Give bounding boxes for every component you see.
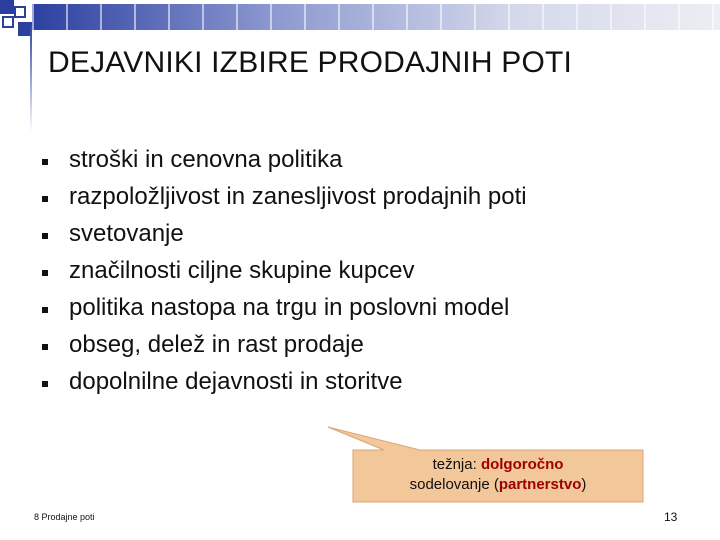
bullet-text: dopolnilne dejavnosti in storitve <box>69 368 403 395</box>
bullet-text: stroški in cenovna politika <box>69 146 343 173</box>
bullet-text: razpoložljivost in zanesljivost prodajnih poti <box>69 183 527 210</box>
bullet-text: svetovanje <box>69 220 184 247</box>
page-number: 13 <box>664 510 678 524</box>
callout-line-1: težnja: dolgoročno <box>432 456 564 473</box>
callout-text <box>354 455 642 495</box>
callout-line-2: sodelovanje (partnerstvo) <box>409 476 587 493</box>
footer-label: 8 Prodajne poti <box>34 512 95 522</box>
bullet-text: značilnosti ciljne skupine kupcev <box>69 257 415 284</box>
bullet-text: obseg, delež in rast prodaje <box>69 331 364 358</box>
callout-highlight: dolgoročno <box>480 456 564 473</box>
bullet-text: politika nastopa na trgu in poslovni model <box>69 294 510 321</box>
slide-title: DEJAVNIKI IZBIRE PRODAJNIH POTI <box>48 46 573 79</box>
callout-highlight: partnerstvo <box>498 476 582 493</box>
